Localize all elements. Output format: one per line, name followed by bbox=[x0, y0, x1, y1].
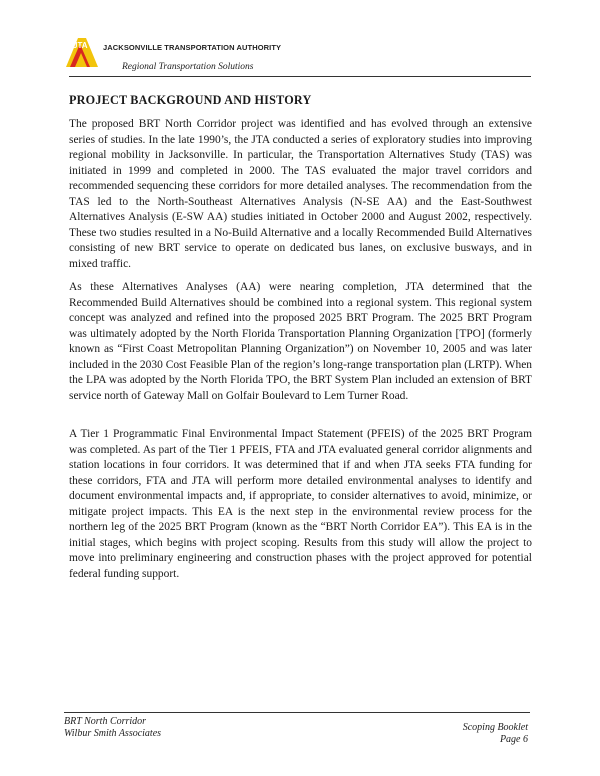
footer-firm-name: Wilbur Smith Associates bbox=[64, 727, 162, 739]
jta-logo bbox=[64, 34, 100, 68]
section-title: PROJECT BACKGROUND AND HISTORY bbox=[69, 93, 312, 107]
header-divider bbox=[69, 76, 531, 77]
footer-left bbox=[64, 716, 161, 739]
tagline: Regional Transportation Solutions bbox=[122, 62, 254, 72]
footer-right bbox=[400, 722, 528, 745]
footer-document-name: Scoping Booklet bbox=[462, 722, 528, 733]
footer-project-name: BRT North Corridor bbox=[64, 716, 147, 727]
paragraph-1: The proposed BRT North Corridor project was identified and has evolved through an extensive series of studies. In the late 1990’s, the JTA conducted a series of exploratory studies into improving regional mobility in Jacksonville. In particular, the Transportation Alternatives Study (TAS) was initiated in 1999 and completed in 2000. The TAS evaluated the major travel corridors and recommended sequencing these corridors for more detailed analyses. The recommendation from the TAS led to the North-Southeast Alternatives Analysis (N-SE AA) and the East-Southwest Alternatives Analysis (E-SW AA) studies initiated in October 2000 and August 2002, respectively. These two studies resulted in a No-Build Alternative and a locally Recommended Build Alternatives consisting of new BRT service to operate on dedicated bus lanes, on exclusive busways, and in mixed traffic. bbox=[69, 118, 532, 270]
paragraph-2: As these Alternatives Analyses (AA) were nearing completion, JTA determined that the Recommended Build Alternatives should be combined into a regional system. This regional system concept was analyzed and refined into the proposed 2025 BRT Program. The 2025 BRT Program was ultimately adopted by the North Florida Transportation Planning Organization [TPO] (formerly known as “First Coast Metropolitan Planning Organization”) on November 10, 2005 and was later included in the 2030 Cost Feasible Plan of the region’s long-range transportation plan (LRTP). When the LPA was adopted by the North Florida TPO, the BRT System Plan included an extension of BRT service north of Gateway Mall on Golfair Boulevard to Lem Turner Road. bbox=[69, 281, 532, 402]
org-name: JACKSONVILLE TRANSPORTATION AUTHORITY bbox=[103, 43, 282, 52]
logo-text: JTA bbox=[73, 41, 88, 50]
footer-page-number: Page 6 bbox=[499, 733, 528, 745]
paragraph-3: A Tier 1 Programmatic Final Environmental Impact Statement (PFEIS) of the 2025 BRT Program was completed. As part of the Tier 1 PFEIS, FTA and JTA evaluated general corridor alignments and station locations in four corridors. It was determined that if and when JTA seeks FTA funding for these corridors, FTA and JTA will perform more detailed environmental analyses to identify and document environmental impacts and, if appropriate, to consider alternatives to avoid, minimize, or mitigate project impacts. This EA is the next step in the environmental review process for the northern leg of the 2025 BRT Program (known as the “BRT North Corridor EA”). This EA is in the initial stages, which begins with project scoping. Results from this study will allow the project to move into preliminary engineering and construction phases with the project approved for potential federal funding support. bbox=[69, 428, 532, 580]
footer-divider bbox=[64, 712, 530, 713]
